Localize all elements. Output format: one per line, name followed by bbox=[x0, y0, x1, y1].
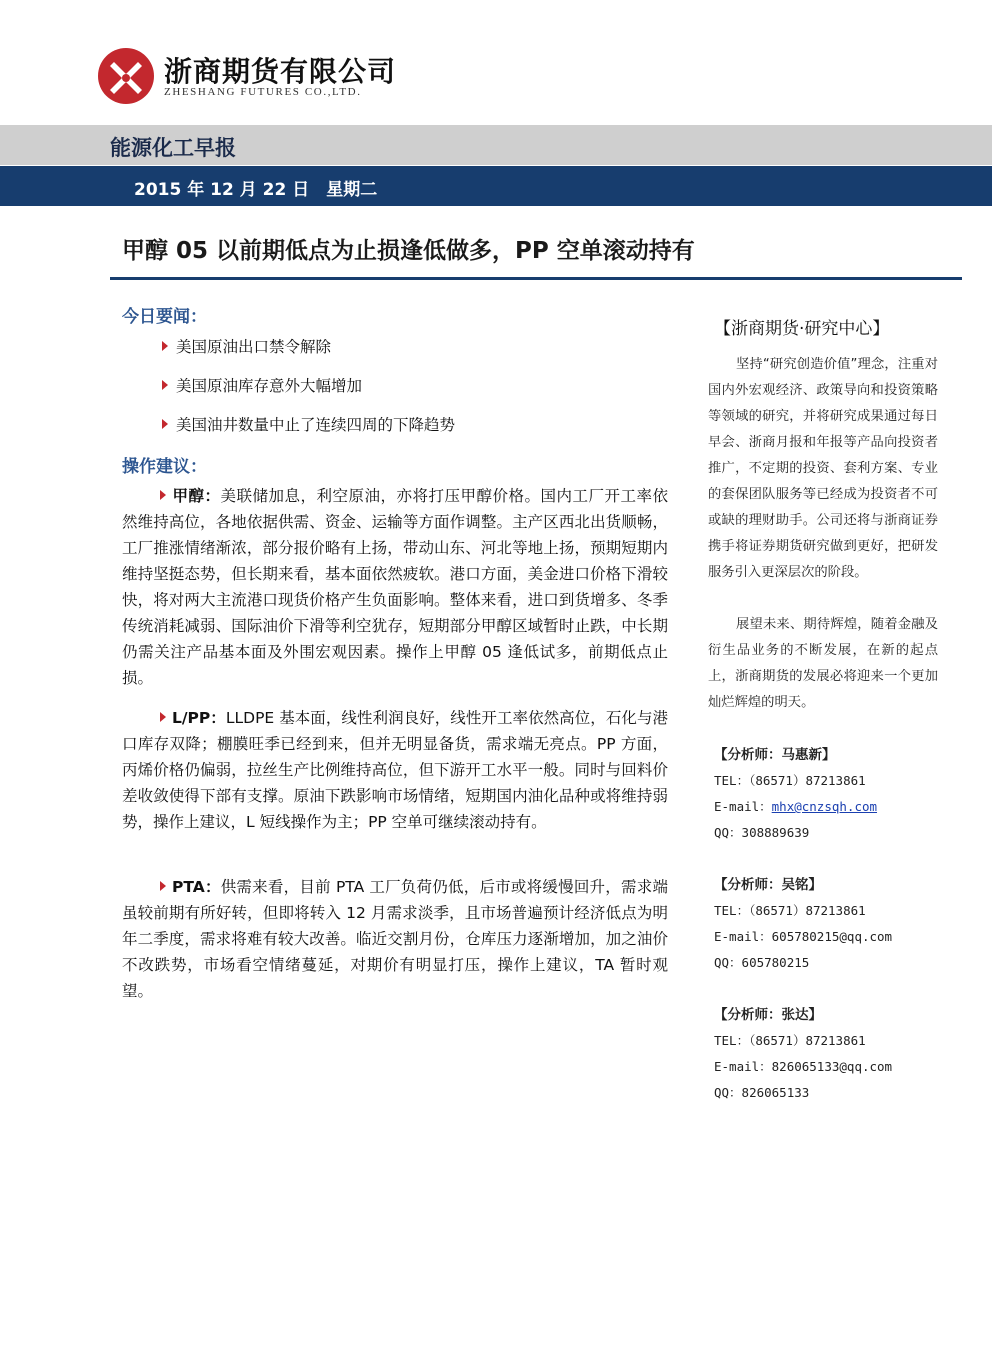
bullet-arrow-icon bbox=[160, 712, 166, 722]
email-link[interactable]: mhx@cnzsqh.com bbox=[771, 799, 878, 814]
sidebar-title: 【浙商期货·研究中心】 bbox=[714, 319, 890, 339]
bullet-arrow-icon bbox=[160, 490, 166, 500]
sidebar-intro: 坚持“研究创造价值”理念，注重对国内外宏观经济、政策导向和投资策略等领域的研究，并将研究成果通过每日早会、浙商月报和年报等产品向投资者推广，不定期的投资、套利方案、专业的套保团队服务等已经成为投资者不可或缺的理财助手。公司还将与浙商证券携手将证券期货研究做到更好，把研发服务引入更深层次的阶段。 bbox=[708, 357, 938, 580]
headline: 甲醇 05 以前期低点为止损逢低做多，PP 空单滚动持有 bbox=[122, 238, 695, 264]
analyst-email: E-mail：mhx@cnzsqh.com bbox=[714, 799, 878, 814]
date-band bbox=[0, 166, 992, 206]
bullet-arrow-icon bbox=[160, 881, 166, 891]
company-name-cn: 浙商期货有限公司 bbox=[164, 55, 397, 88]
analyst-qq: QQ：826065133 bbox=[714, 1085, 810, 1100]
advice-section-title: 操作建议： bbox=[122, 457, 207, 477]
email-text: 826065133@qq.com bbox=[771, 1059, 893, 1074]
analyst-email: E-mail：826065133@qq.com bbox=[714, 1059, 893, 1074]
advice-paragraph-lpp: L/PP：LLDPE 基本面，线性利润良好，线性开工率依然高位，石化与港口库存双降；棚膜旺季已经到来，但并无明显备货，需求端无亮点。PP 方面，丙烯价格仍偏弱，拉丝生产比例维持高位，但下游开工水平一般。同时与回料价差收敛使得下部有支撑。原油下跌影响市场情绪，短期国内油化品种或将维持弱势，操作上建议，L 短线操作为主；PP 空单可继续滚动持有。 bbox=[122, 709, 668, 831]
sidebar-outlook: 展望未来、期待辉煌，随着金融及衍生品业务的不断发展，在新的起点上，浙商期货的发展必将迎来一个更加灿烂辉煌的明天。 bbox=[708, 617, 938, 710]
company-name-en: ZHESHANG FUTURES CO.,LTD. bbox=[164, 86, 362, 98]
bullet-arrow-icon bbox=[162, 380, 168, 390]
headline-divider bbox=[110, 277, 962, 280]
advice-paragraph-methanol: 甲醇：美联储加息，利空原油，亦将打压甲醇价格。国内工厂开工率依然维持高位，各地依据供需、资金、运输等方面作调整。主产区西北出货顺畅，工厂推涨情绪渐浓，部分报价略有上扬，带动山东、河北等地上扬，预期短期内维持坚挺态势，但长期来看，基本面依然疲软。港口方面，美金进口价格下滑较快，将对两大主流港口现货价格产生负面影响。整体来看，进口到货增多、冬季传统消耗减弱、国际油价下滑等利空犹存，短期部分甲醇区域暂时止跌，中长期仍需关注产品基本面及外围宏观因素。操作上甲醇 05 逢低试多，前期低点止损。 bbox=[122, 487, 668, 687]
news-section-title: 今日要闻： bbox=[122, 307, 207, 327]
list-item: 美国原油出口禁令解除 bbox=[162, 335, 331, 357]
analyst-qq: QQ：605780215 bbox=[714, 955, 810, 970]
analyst-tel: TEL：（86571）87213861 bbox=[714, 1033, 866, 1048]
analyst-name: 【分析师：吴铭】 bbox=[714, 877, 822, 893]
analyst-card bbox=[714, 1002, 954, 1106]
report-date: 2015 年 12 月 22 日 星期二 bbox=[134, 180, 378, 200]
analyst-card bbox=[714, 742, 954, 846]
bullet-arrow-icon bbox=[162, 341, 168, 351]
company-logo-icon bbox=[96, 46, 156, 106]
advice-paragraph-pta: PTA：供需来看，目前 PTA 工厂负荷仍低，后市或将缓慢回升，需求端虽较前期有所好转，但即将转入 12 月需求淡季，且市场普遍预计经济低点为明年二季度，需求将难有较大改善。临近交割月份，仓库压力逐渐增加，加之油价不改跌势，市场看空情绪蔓延，对期价有明显打压，操作上建议，TA 暂时观望。 bbox=[122, 878, 668, 1000]
analyst-name: 【分析师：张达】 bbox=[714, 1007, 822, 1023]
analyst-card bbox=[714, 872, 954, 976]
analyst-tel: TEL：（86571）87213861 bbox=[714, 773, 866, 788]
analyst-email: E-mail：605780215@qq.com bbox=[714, 929, 893, 944]
analyst-name: 【分析师：马惠新】 bbox=[714, 747, 836, 763]
analyst-tel: TEL：（86571）87213861 bbox=[714, 903, 866, 918]
list-item: 美国油井数量中止了连续四周的下降趋势 bbox=[162, 413, 455, 435]
list-item: 美国原油库存意外大幅增加 bbox=[162, 374, 362, 396]
report-type: 能源化工早报 bbox=[110, 136, 236, 160]
email-text: 605780215@qq.com bbox=[771, 929, 893, 944]
report-type-band bbox=[0, 125, 992, 165]
analyst-qq: QQ：308889639 bbox=[714, 825, 810, 840]
bullet-arrow-icon bbox=[162, 419, 168, 429]
